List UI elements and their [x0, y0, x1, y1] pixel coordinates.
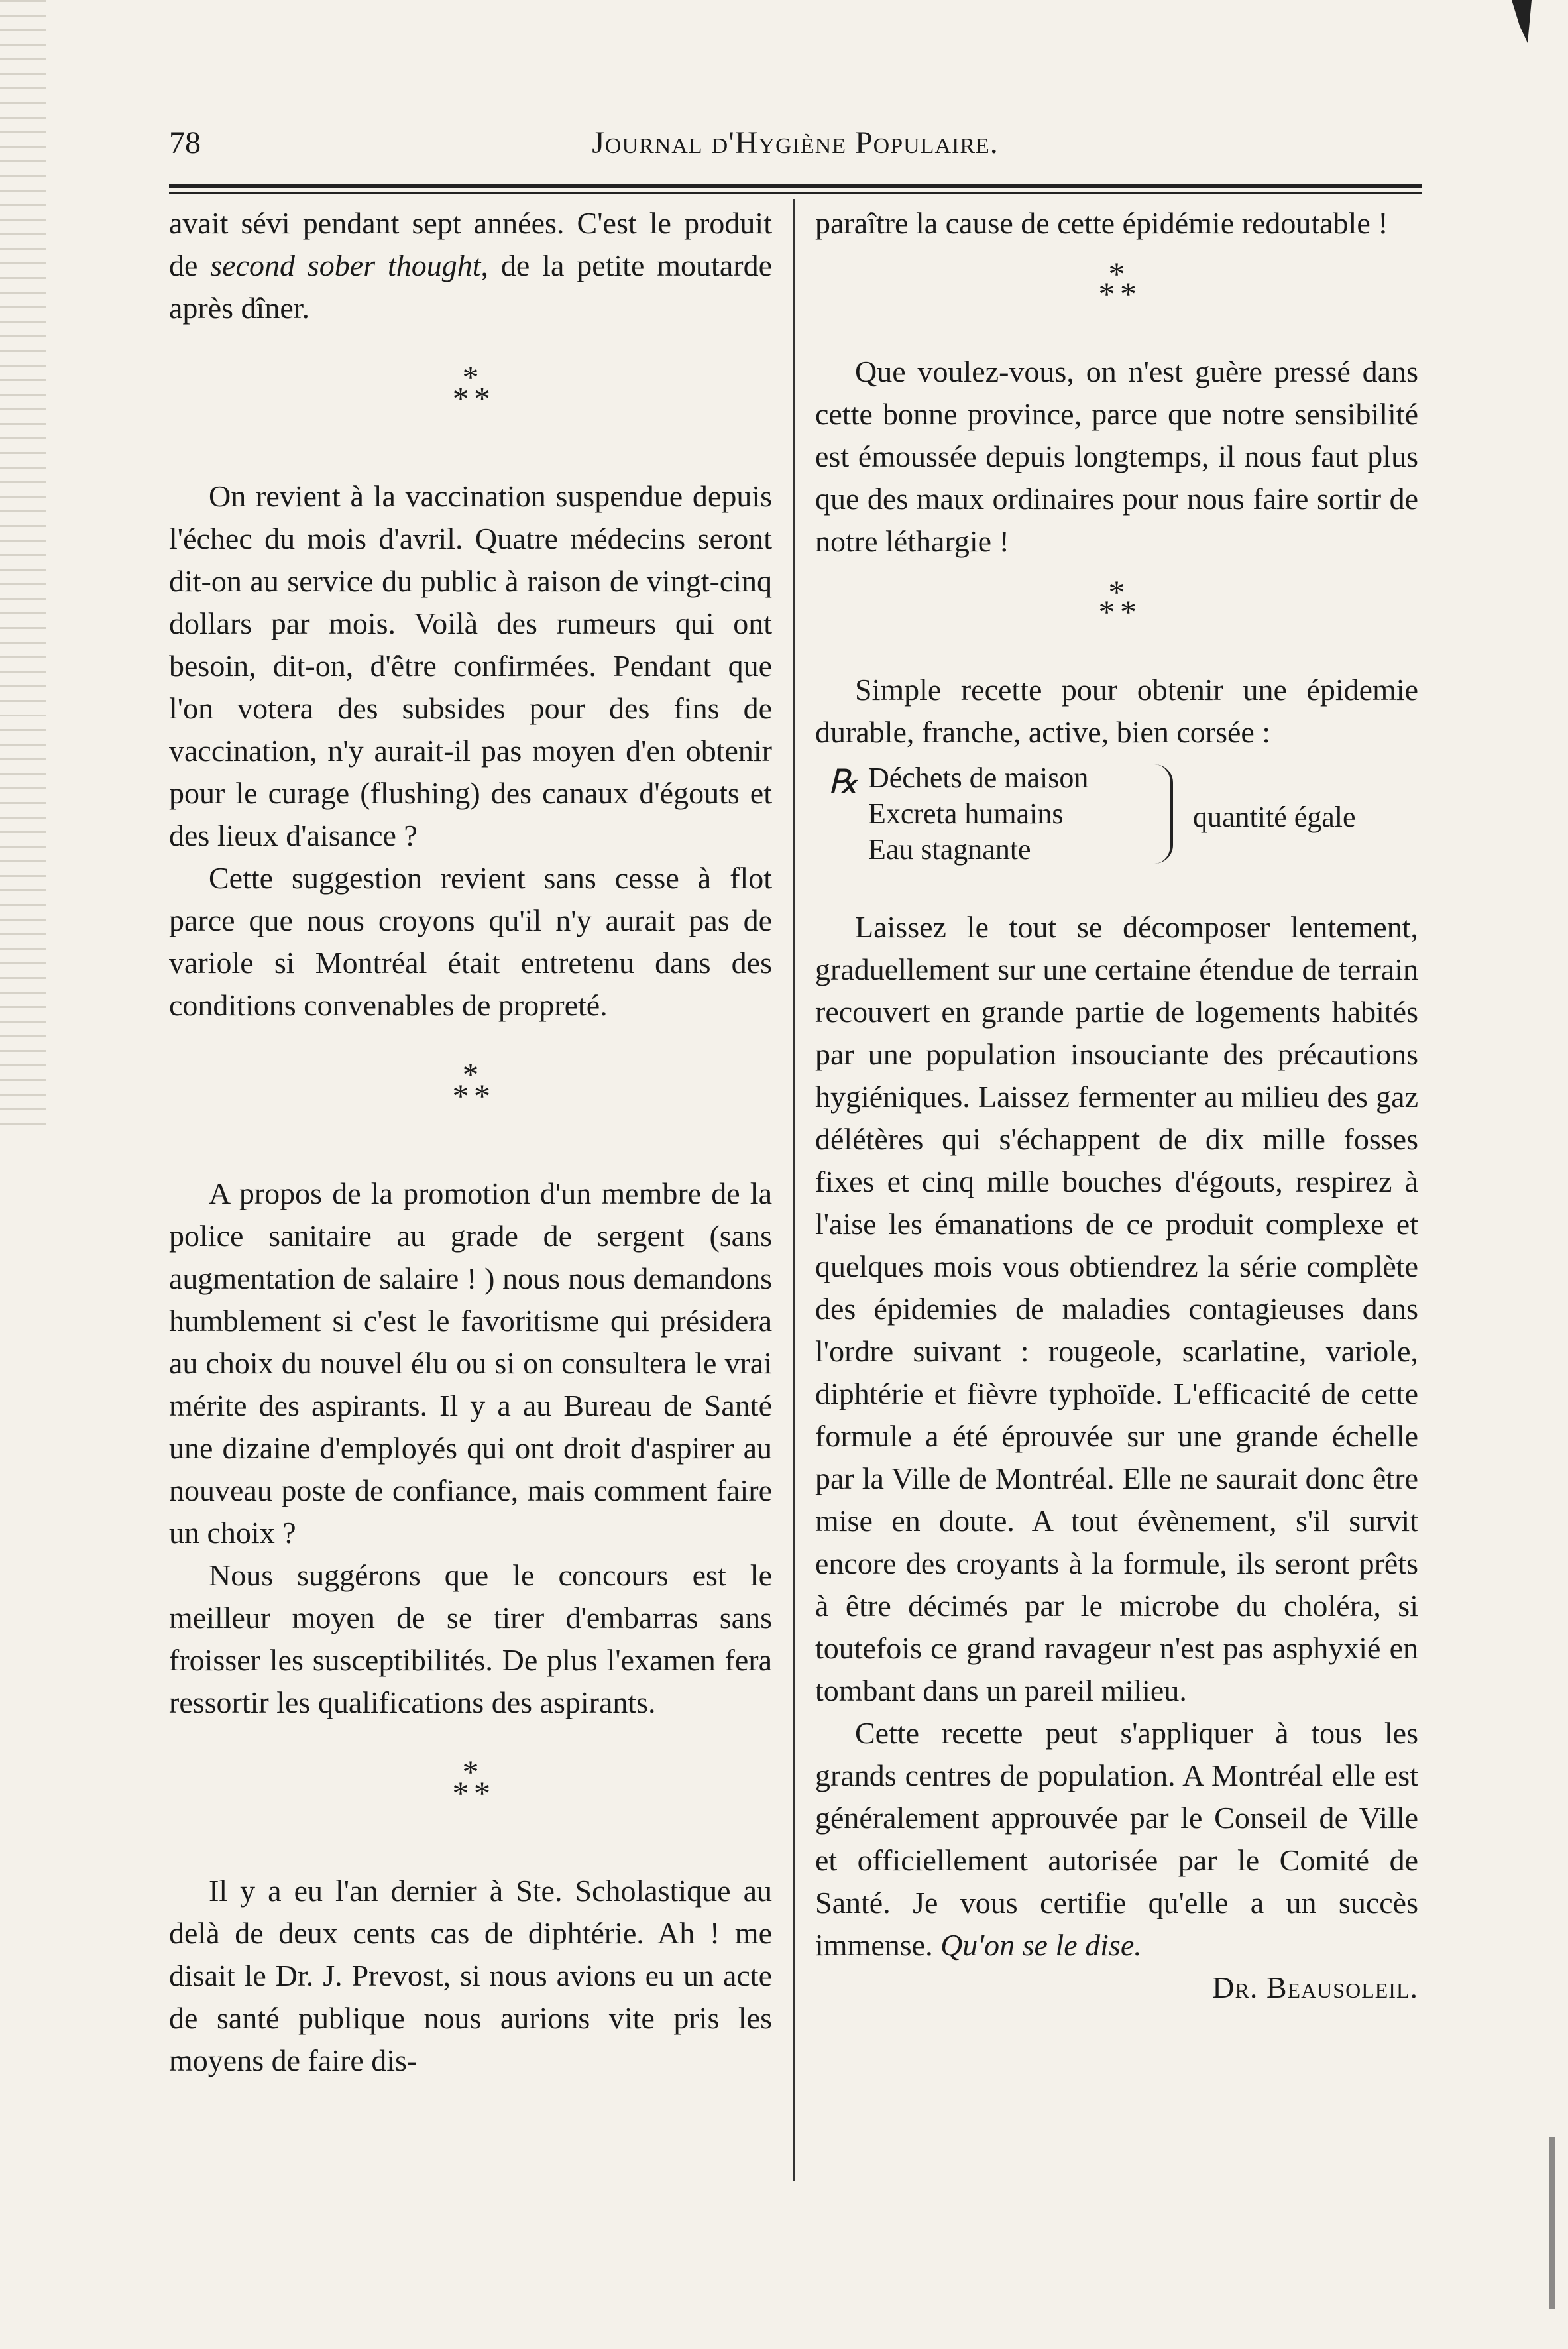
right-column	[815, 202, 1418, 2009]
header-rule-thick	[169, 184, 1422, 188]
header-rule-thin	[169, 192, 1422, 194]
asterism-separator: * * *	[452, 1753, 490, 1811]
author-signature: Dr. Beausoleil.	[1212, 1971, 1418, 2004]
column-divider	[793, 199, 795, 2181]
recipe-block	[815, 760, 1418, 893]
left-paragraph-vaccination: On revient à la vaccination suspendue depuis l'échec du mois d'avril. Quatre médecins seront dit-on au service du public à raison de vingt-cinq dollars par mois. Voilà des rumeurs qui ont besoin, dit-on, d'être confirmées. Pendant que l'on votera des subsides pour des fins de vaccination, n'y aurait-il pas moyen d'en obtenir pour le curage (flushing) des canaux d'égouts et des lieux d'aisance ?	[169, 479, 772, 852]
scan-edge-artifact	[0, 0, 46, 1127]
page-number: 78	[169, 125, 201, 160]
curly-brace	[1153, 764, 1173, 864]
signature-line	[815, 1967, 1418, 2009]
asterism-separator: * * *	[1098, 255, 1137, 312]
recipe-item: Excreta humains	[868, 797, 1064, 830]
left-paragraph-suggestion: Cette suggestion revient sans cesse à flot parce que nous croyons qu'il n'y aurait pas de variole si Montréal était entretenu dans des conditions convenables de propreté.	[169, 861, 772, 1022]
left-column	[169, 202, 772, 2082]
right-paragraph-instructions: Laissez le tout se décomposer lentement, graduellement sur une certaine étendue de terrain recouvert en grande partie de logements habités par une population insouciante des précautions hygiéniques. Laissez fermenter au milieu des gaz délétères qui s'échappent de dix mille fosses fixes et cinq mille bouches d'égouts, respirez à l'aise les émanations de ce produit complexe et quelques mois vous obtiendrez la série complète des épidemies de maladies contagieuses dans l'ordre suivant : rougeole, scarlatine, variole, diphtérie et fièvre typhoïde. L'efficacité de cette formule a été éprouvée sur une grande échelle par la Ville de Montréal. Elle ne saurait donc être mise en doute. A tout évènement, s'il survit encore des croyants à la formule, ils seront prêts à être décimés par le microbe du choléra, si toutefois ce grand ravageur n'est pas asphyxié en tombant dans un pareil milieu.	[815, 910, 1418, 1707]
right-paragraph-recipe-intro: Simple recette pour obtenir une épidemie durable, franche, active, bien corsée :	[815, 673, 1418, 749]
left-paragraph-1: avait sévi pendant sept années. C'est le produit de second sober thought, de la petite moutarde après dîner.	[169, 206, 772, 325]
running-title: Journal d'Hygiène Populaire.	[592, 125, 999, 160]
left-paragraph-diphtheria: Il y a eu l'an dernier à Ste. Scholastique au delà de deux cents cas de diphtérie. Ah ! me disait le Dr. J. Prevost, si nous avions eu un acte de santé publique nous aurions vite pris les moyens de faire dis-	[169, 1874, 772, 2077]
right-edge-artifact	[1549, 2137, 1555, 2309]
italic-phrase: second sober thought	[210, 249, 481, 282]
recipe-item: Eau stagnante	[868, 833, 1031, 866]
italic-closing: Qu'on se le dise.	[940, 1928, 1142, 1962]
right-paragraph-continuation: paraître la cause de cette épidémie redoutable !	[815, 206, 1388, 240]
left-paragraph-concours: Nous suggérons que le concours est le meilleur moyen de se tirer d'embarras sans froisser les susceptibilités. De plus l'examen fera ressortir les qualifications des aspirants.	[169, 1558, 772, 1719]
asterism-separator: * * *	[452, 359, 490, 417]
asterism-separator: * * *	[452, 1056, 490, 1114]
right-paragraph-closing: Cette recette peut s'appliquer à tous les grands centres de population. A Montréal elle est généralement approuvée par le Conseil de Ville et officiellement autorisée par le Comité de Santé. Je vous certifie qu'elle a un succès immense. Qu'on se le dise.	[815, 1716, 1418, 1962]
recipe-item: Déchets de maison	[868, 762, 1089, 794]
left-paragraph-promotion: A propos de la promotion d'un membre de la police sanitaire au grade de sergent (sans augmentation de salaire ! ) nous nous demandons humblement si c'est le favoritisme qui présidera au choix du nouvel élu ou si on consultera le vrai mérite des aspirants. Il y a au Bureau de Santé une dizaine d'employés qui ont droit d'aspirer au nouveau poste de confiance, mais comment faire un choix ?	[169, 1176, 772, 1550]
recipe-quantity: quantité égale	[1193, 801, 1356, 833]
corner-scan-mark	[1512, 0, 1532, 43]
rx-symbol: ℞	[828, 763, 858, 800]
page-header	[169, 125, 1422, 184]
right-paragraph-province: Que voulez-vous, on n'est guère pressé dans cette bonne province, parce que notre sensibilité est émoussée depuis longtemps, il nous faut plus que des maux ordinaires pour nous faire sortir de notre léthargie !	[815, 355, 1418, 558]
asterism-separator: * * *	[1098, 573, 1137, 630]
